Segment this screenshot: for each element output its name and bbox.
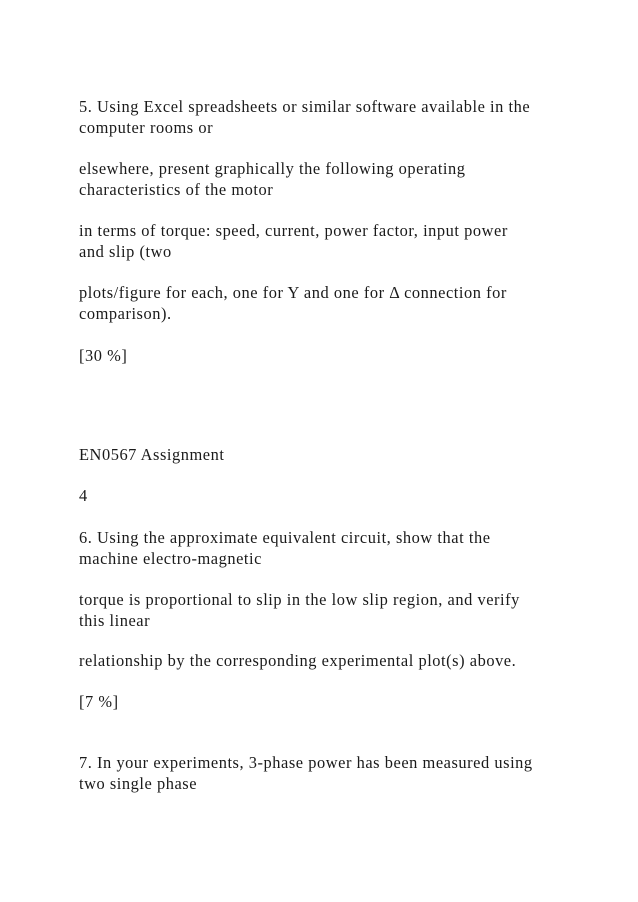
q7-line-2: two single phase [79,774,198,793]
q6-line-5: relationship by the corresponding experimental plot(s) above. [79,651,517,670]
q5-line-1: 5. Using Excel spreadsheets or similar software available in the [79,97,531,116]
q5-paragraph-4 [79,282,569,324]
q5-paragraph-3 [79,220,569,262]
q5-paragraph-1 [79,96,569,138]
q6-line-2: machine electro-magnetic [79,549,262,568]
q6-paragraph-1 [79,527,569,569]
q6-paragraph-3 [79,650,569,671]
q6-line-4: this linear [79,611,151,630]
q6-marks: [7 %] [79,692,119,711]
q5-line-4: characteristics of the motor [79,180,274,199]
q7-paragraph-1 [79,752,569,794]
q5-line-7: plots/figure for each, one for Y and one for Δ connection for [79,283,507,302]
q5-marks: [30 %] [79,346,128,365]
q7-line-1: 7. In your experiments, 3-phase power has been measured using [79,753,533,772]
q5-line-5: in terms of torque: speed, current, power factor, input power [79,221,508,240]
header-title: EN0567 Assignment [79,445,225,464]
q6-paragraph-2 [79,589,569,631]
q5-line-6: and slip (two [79,242,172,261]
q5-line-3: elsewhere, present graphically the following operating [79,159,466,178]
q6-line-1: 6. Using the approximate equivalent circuit, show that the [79,528,491,547]
q6-line-3: torque is proportional to slip in the low slip region, and verify [79,590,520,609]
q5-paragraph-2 [79,158,569,200]
q5-line-8: comparison). [79,304,172,323]
q5-line-2: computer rooms or [79,118,214,137]
page-number: 4 [79,486,88,505]
